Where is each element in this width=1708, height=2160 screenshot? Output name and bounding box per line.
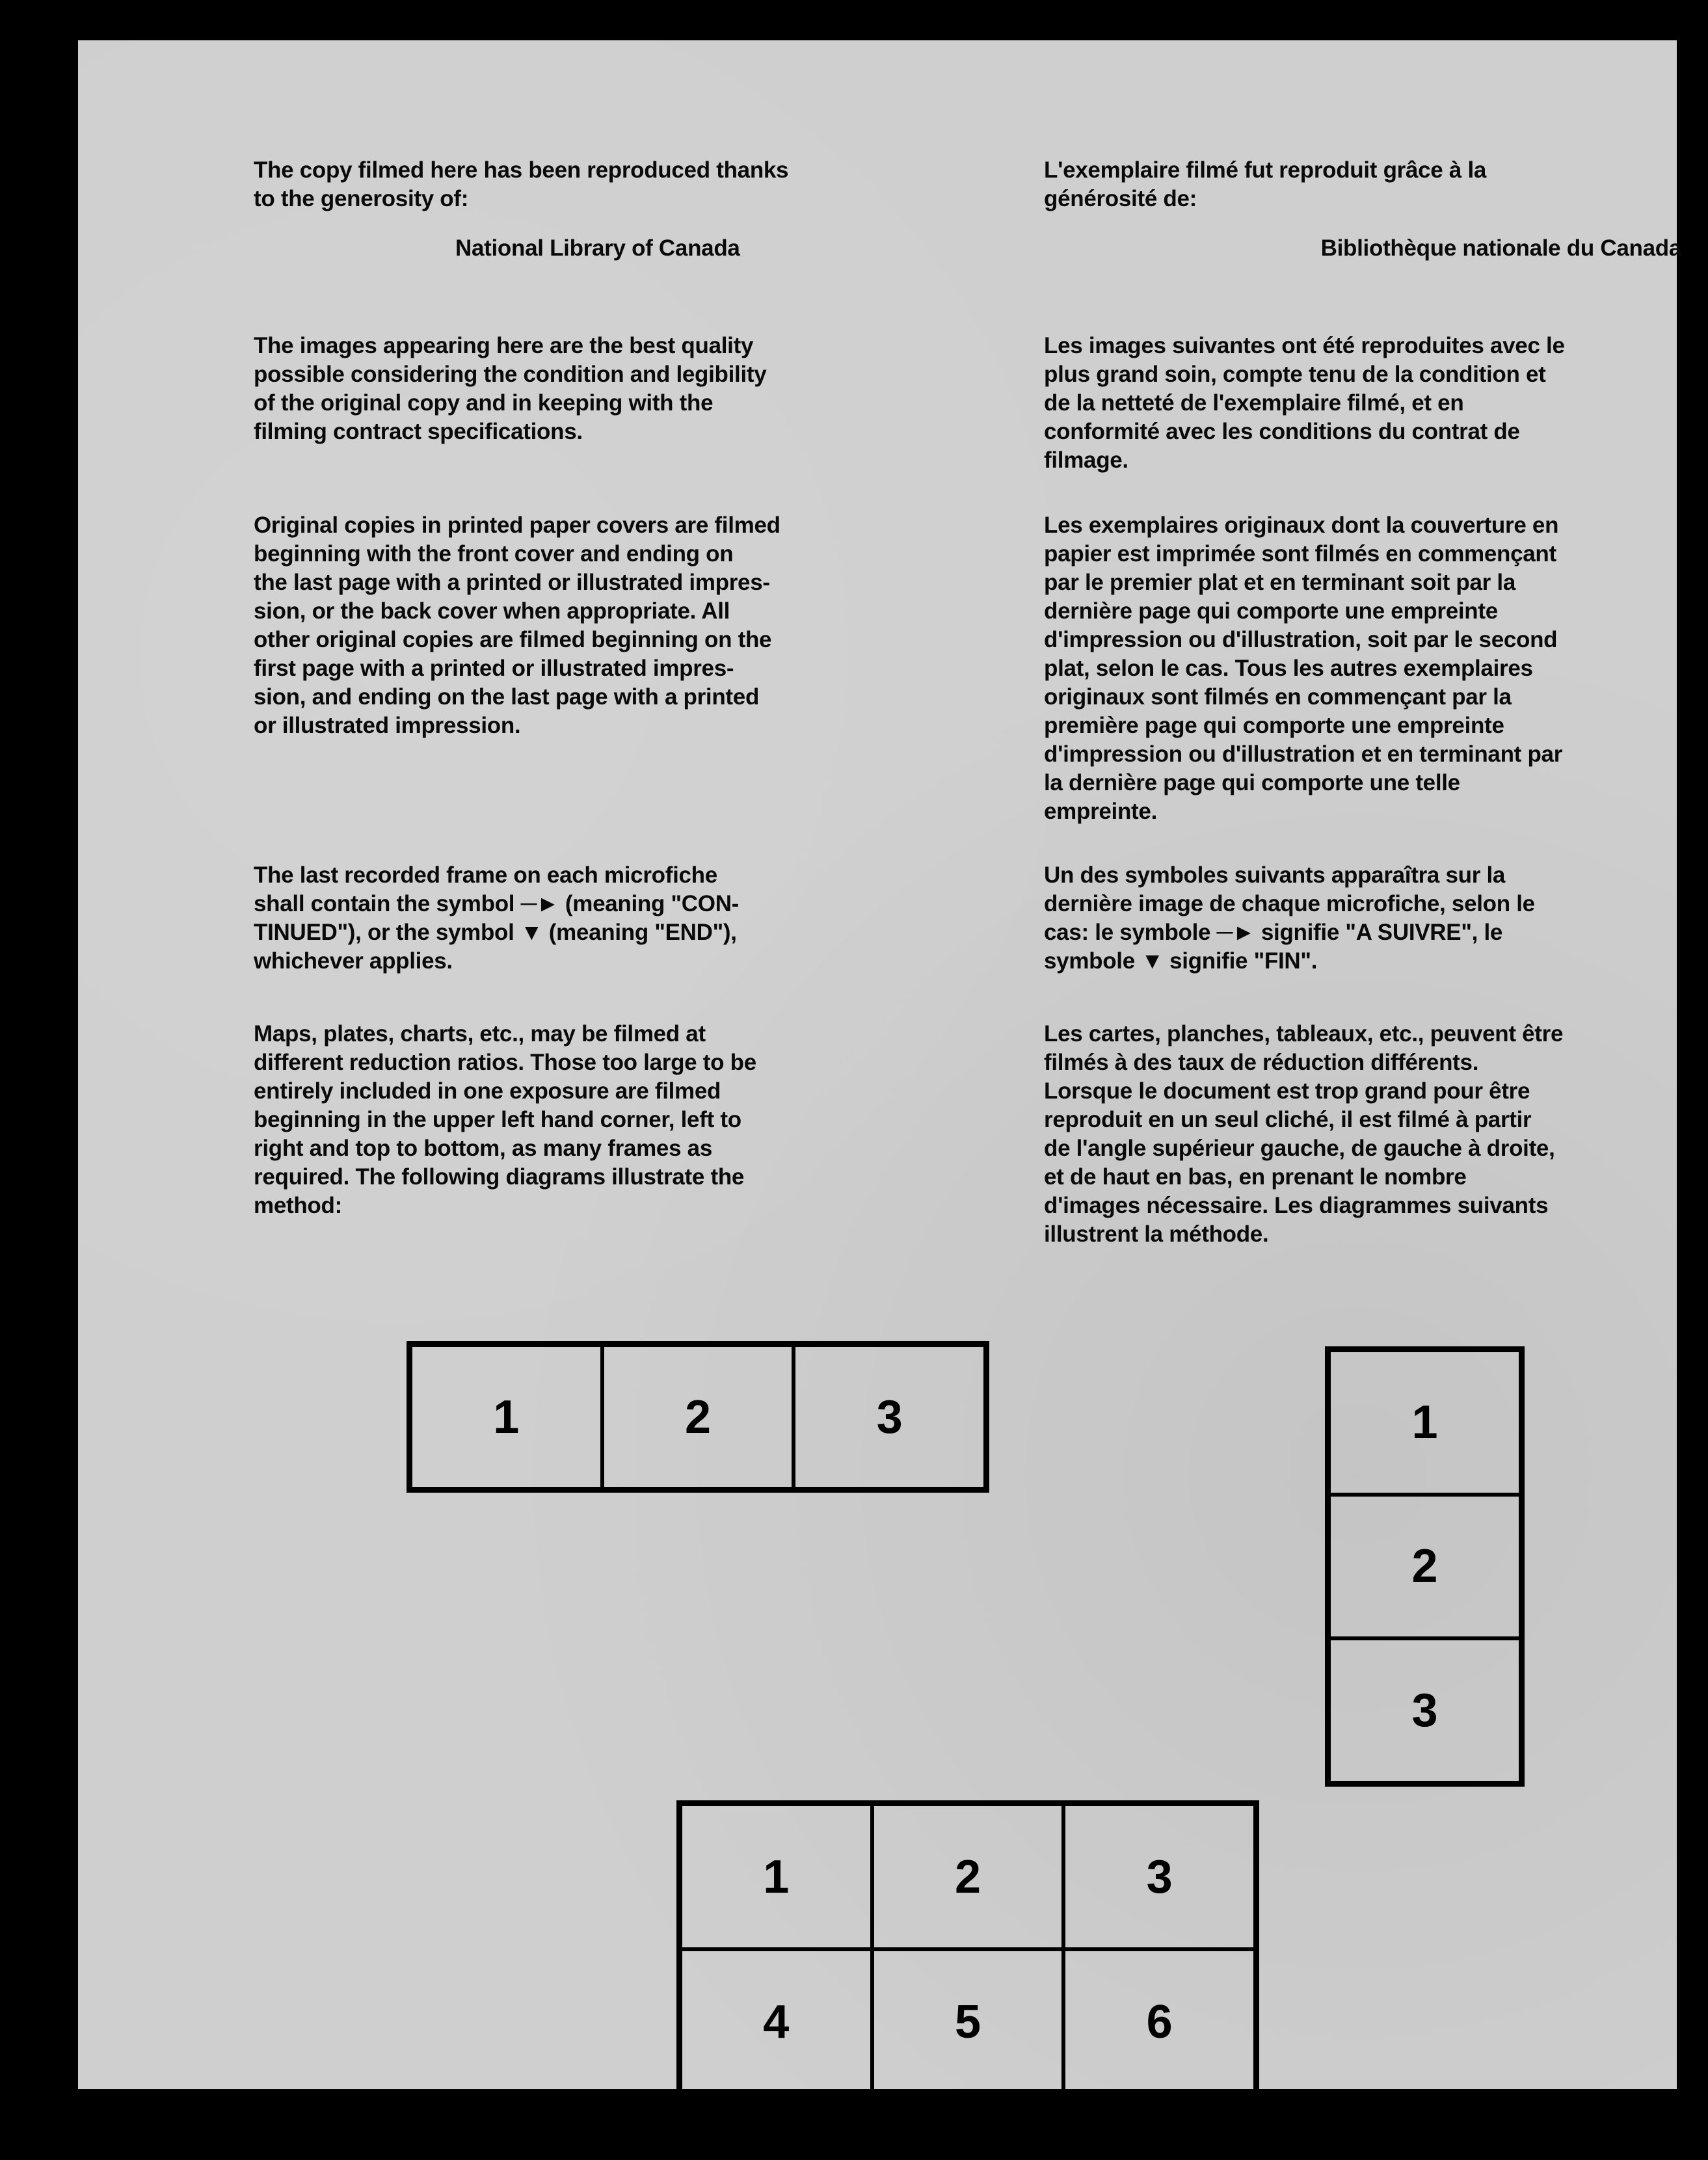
french-institution: Bibliothèque nationale du Canada xyxy=(1320,235,1681,261)
frame-cell: 3 xyxy=(794,1345,985,1489)
english-institution: National Library of Canada xyxy=(455,235,740,261)
diagram-six-frame-grid xyxy=(676,1800,1259,2098)
frame-cell: 4 xyxy=(680,1949,872,2094)
english-covers-paragraph: Original copies in printed paper covers are filmed beginning with the front cover and ending on the last page with a printed or illustrated impres- sion, or the back cover when appropriate. All other original copies are filmed beginning on the first page with a printed or illustrated impres- sion, and ending on the last page with a printed or illustrated impression. xyxy=(254,513,781,738)
english-maps-paragraph: Maps, plates, charts, etc., may be filmed at different reduction ratios. Those too large to be entirely included in one exposure are filmed beginning in the upper left hand corner, left to right and top to bottom, as many frames as required. The following diagrams illustrate the method: xyxy=(254,1021,756,1218)
french-quality-paragraph: Les images suivantes ont été reproduites avec le plus grand soin, compte tenu de la condition et de la netteté de l'exemplaire filmé, et en conformité avec les conditions du contrat de filmage. xyxy=(1044,333,1565,473)
french-credit-line-1: L'exemplaire filmé fut reproduit grâce à la xyxy=(1044,157,1487,183)
english-quality-paragraph: The images appearing here are the best quality possible considering the condition and legibility of the original copy and in keeping with the filming contract specifications. xyxy=(254,333,767,444)
frame-cell: 3 xyxy=(1329,1638,1521,1783)
microfiche-target-sheet xyxy=(78,40,1681,2089)
diagram-vertical-three-frames xyxy=(1325,1346,1525,1787)
frame-cell: 1 xyxy=(680,1804,872,1949)
french-covers-paragraph: Les exemplaires originaux dont la couverture en papier est imprimée sont filmés en commençant par le premier plat et en terminant soit par la dernière page qui comporte une empreinte d'impression ou d'illustration, soit par le second plat, selon le cas. Tous les autres exemplaires originaux sont filmés en commençant par la première page qui comporte une empreinte d'impression ou d'illustration et en terminant par la dernière page qui comporte une telle empreinte. xyxy=(1044,513,1563,824)
frame-cell: 2 xyxy=(1329,1495,1521,1639)
frame-cell: 1 xyxy=(410,1345,602,1489)
frame-cell: 5 xyxy=(872,1949,1064,2094)
english-symbols-paragraph: The last recorded frame on each microfiche shall contain the symbol ─► (meaning "CON- TINUED"), or the symbol ▼ (meaning "END"), whichever applies. xyxy=(254,862,740,974)
french-credit-line-2: générosité de: xyxy=(1044,186,1197,211)
english-credit-line-2: to the generosity of: xyxy=(254,186,469,211)
french-maps-paragraph: Les cartes, planches, tableaux, etc., peuvent être filmés à des taux de réduction différents. Lorsque le document est trop grand pour être reproduit en un seul cliché, il est filmé à partir de l'angle supérieur gauche, de gauche à droite, et de haut en bas, en prenant le nombre d'images nécessaire. Les diagrammes suivants illustrent la méthode. xyxy=(1044,1021,1564,1247)
frame-cell: 1 xyxy=(1329,1350,1521,1495)
english-credit-line-1: The copy filmed here has been reproduced thanks xyxy=(254,157,789,183)
french-symbols-paragraph: Un des symboles suivants apparaîtra sur la dernière image de chaque microfiche, selon le cas: le symbole ─► signifie "A SUIVRE", le symbole ▼ signifie "FIN". xyxy=(1044,862,1535,974)
frame-cell: 3 xyxy=(1063,1804,1255,1949)
frame-cell: 2 xyxy=(602,1345,794,1489)
frame-cell: 2 xyxy=(872,1804,1064,1949)
frame-cell: 6 xyxy=(1063,1949,1255,2094)
diagram-horizontal-three-frames xyxy=(407,1341,989,1493)
